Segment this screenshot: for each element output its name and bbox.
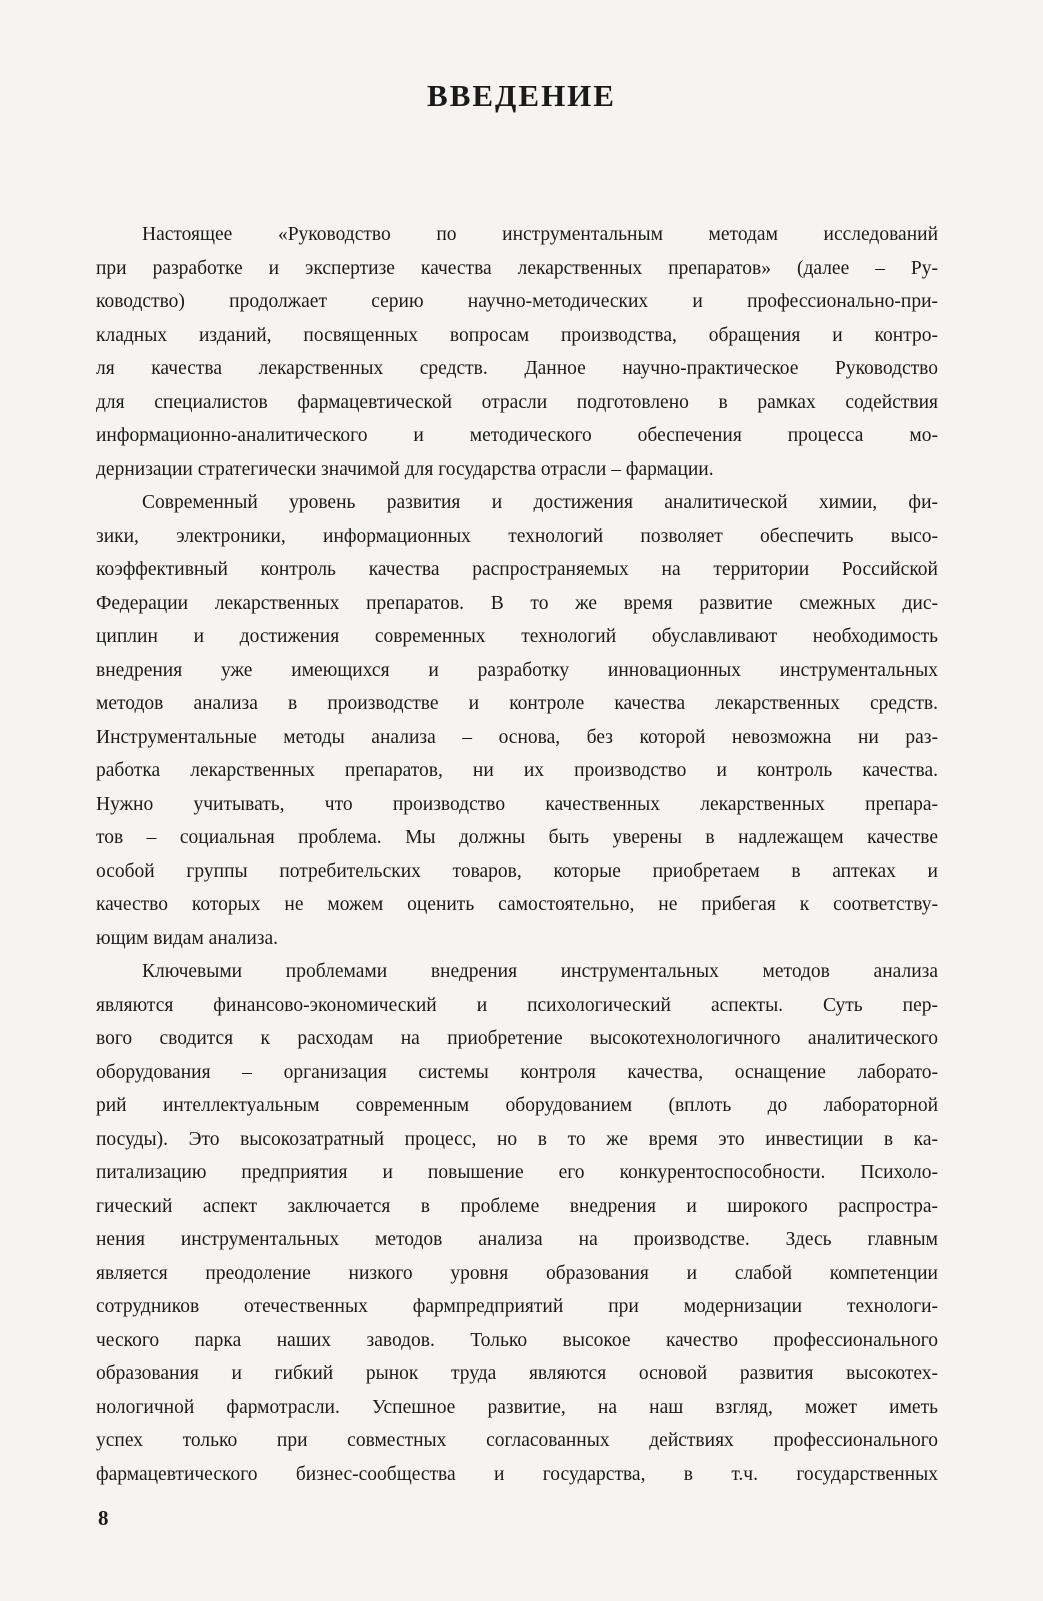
text-line: ющим видам анализа. bbox=[96, 927, 278, 949]
text-line: внедрения уже имеющихся и разработку инновационных инструментальных bbox=[96, 659, 938, 681]
text-line: Современный уровень развития и достижения аналитической химии, фи- bbox=[142, 492, 938, 513]
text-line: питализацию предприятия и повышение его конкурентоспособности. Психоло- bbox=[96, 1162, 938, 1183]
paragraph bbox=[96, 218, 938, 486]
text-line: Нужно учитывать, что производство качественных лекарственных препара- bbox=[96, 793, 938, 815]
text-line: является преодоление низкого уровня образования и слабой компетенции bbox=[96, 1262, 938, 1284]
text-line: при разработке и экспертизе качества лекарственных препаратов» (далее – Ру- bbox=[96, 257, 938, 279]
text-line: фармацевтического бизнес-сообщества и государства, в т.ч. государственных bbox=[96, 1463, 938, 1485]
text-line: Ключевыми проблемами внедрения инструментальных методов анализа bbox=[142, 961, 938, 982]
text-line: зики, электроники, информационных технологий позволяет обеспечить высо- bbox=[96, 525, 938, 547]
text-line: дернизации стратегически значимой для государства отрасли – фармации. bbox=[96, 458, 714, 480]
paragraph bbox=[96, 486, 938, 955]
paragraph bbox=[96, 955, 938, 1491]
text-line: информационно-аналитического и методического обеспечения процесса мо- bbox=[96, 425, 938, 446]
text-line: посуды). Это высокозатратный процесс, но в то же время это инвестиции в ка- bbox=[96, 1128, 938, 1150]
text-line: ководство) продолжает серию научно-методических и профессионально-при- bbox=[96, 291, 938, 312]
text-line: сотрудников отечественных фармпредприятий при модернизации технологи- bbox=[96, 1296, 938, 1317]
text-line: образования и гибкий рынок труда являются основой развития высокотех- bbox=[96, 1363, 938, 1384]
text-line: вого сводится к расходам на приобретение высокотехнологичного аналитического bbox=[96, 1028, 938, 1049]
page-number: 8 bbox=[98, 1506, 109, 1530]
text-line: коэффективный контроль качества распространяемых на территории Российской bbox=[96, 559, 938, 580]
text-line: ческого парка наших заводов. Только высокое качество профессионального bbox=[96, 1329, 938, 1351]
text-line: Федерации лекарственных препаратов. В то же время развитие смежных дис- bbox=[96, 592, 938, 614]
page-title: ВВЕДЕНИЕ bbox=[427, 78, 616, 113]
text-line: Настоящее «Руководство по инструментальным методам исследований bbox=[142, 224, 938, 245]
text-line: кладных изданий, посвященных вопросам производства, обращения и контро- bbox=[96, 324, 938, 346]
text-line: циплин и достижения современных технологий обуславливают необходимость bbox=[96, 626, 938, 647]
text-line: являются финансово-экономический и психологический аспекты. Суть пер- bbox=[96, 994, 938, 1016]
text-line: рий интеллектуальным современным оборудованием (вплоть до лабораторной bbox=[96, 1095, 938, 1116]
text-line: для специалистов фармацевтической отрасли подготовлено в рамках содействия bbox=[96, 391, 938, 413]
text-line: особой группы потребительских товаров, которые приобретаем в аптеках и bbox=[96, 860, 938, 882]
text-line: нологичной фармотрасли. Успешное развитие, на наш взгляд, может иметь bbox=[96, 1396, 938, 1418]
text-line: работка лекарственных препаратов, ни их производство и контроль качества. bbox=[96, 760, 938, 781]
text-line: методов анализа в производстве и контроле качества лекарственных средств. bbox=[96, 693, 938, 714]
text-line: гический аспект заключается в проблеме внедрения и широкого распростра- bbox=[96, 1195, 938, 1217]
text-line: ля качества лекарственных средств. Данное научно-практическое Руководство bbox=[96, 358, 938, 379]
text-line: тов – социальная проблема. Мы должны быть уверены в надлежащем качестве bbox=[96, 827, 938, 848]
text-line: нения инструментальных методов анализа на производстве. Здесь главным bbox=[96, 1229, 938, 1250]
text-line: оборудования – организация системы контроля качества, оснащение лаборато- bbox=[96, 1061, 938, 1083]
text-line: Инструментальные методы анализа – основа, без которой невозможна ни раз- bbox=[96, 726, 938, 748]
body-text bbox=[96, 218, 938, 1491]
text-line: успех только при совместных согласованных действиях профессионального bbox=[96, 1430, 938, 1451]
text-line: качество которых не можем оценить самостоятельно, не прибегая к соответству- bbox=[96, 894, 938, 915]
